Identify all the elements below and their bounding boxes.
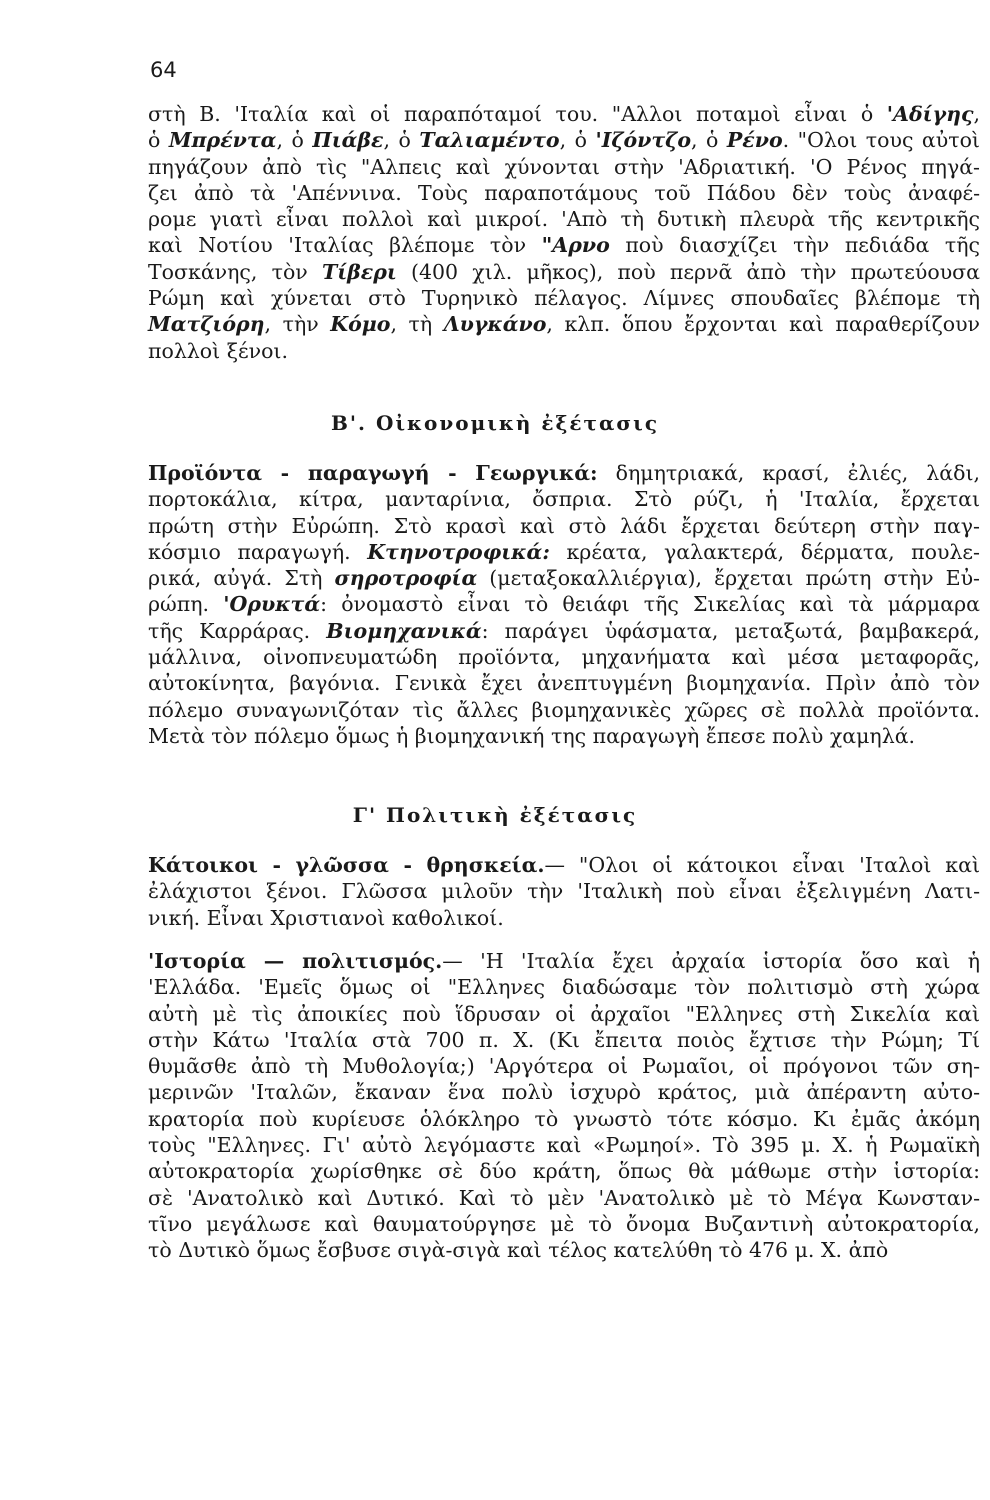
- text-segment: ρικά, αὐγά. Στὴ: [148, 566, 335, 591]
- text-line: [148, 852, 980, 878]
- text-segment: (μεταξοκαλλιέργια), ἔρχεται πρώτη στὴν Εὐ-: [477, 566, 980, 591]
- text-line: [148, 1237, 980, 1263]
- text-segment: ποὺ διασχίζει τὴν πεδιάδα τῆς: [609, 233, 980, 258]
- text-line: [148, 127, 980, 153]
- text-segment: Μετὰ τὸν πόλεμο ὅμως ἡ βιομηχανική της παραγωγὴ ἔπεσε πολὺ χαμηλά.: [148, 723, 916, 748]
- text-line: [148, 539, 980, 565]
- text-line: [148, 1211, 980, 1237]
- text-line: [148, 591, 980, 617]
- emphasized-term: Ματζιόρη: [148, 312, 265, 337]
- text-line: [148, 565, 980, 591]
- text-segment: τοὺς "Ελληνες. Γι' αὐτὸ λεγόμαστε καὶ «Ρωμηοί». Τὸ 395 μ. Χ. ἡ Ρωμαϊκὴ: [148, 1133, 980, 1158]
- text-segment: πρώτη στὴν Εὐρώπη. Στὸ κρασὶ καὶ στὸ λάδι ἔρχεται δεύτερη στὴν παγ-: [148, 513, 980, 538]
- text-segment: μάλλινα, οἰνοπνευματώδη προϊόντα, μηχανήματα καὶ μέσα μεταφορᾶς,: [148, 645, 980, 670]
- text-line: [148, 1079, 980, 1105]
- text-segment: , ὁ: [559, 128, 596, 153]
- text-line: [148, 618, 980, 644]
- text-segment: θυμᾶσθε ἀπὸ τὴ Μυθολογία;) 'Αργότερα οἱ Ρωμαῖοι, οἱ πρόγονοι τῶν ση-: [148, 1054, 980, 1079]
- text-line: [148, 206, 980, 232]
- emphasized-term: 'Αδίγης: [886, 102, 974, 126]
- text-line: [148, 513, 980, 539]
- text-segment: — 'Η 'Ιταλία ἔχει ἀρχαία ἱστορία ὅσο καὶ ἡ: [442, 949, 980, 973]
- text-segment: : παράγει ὑφάσματα, μεταξωτά, βαμβακερά,: [481, 618, 980, 643]
- text-segment: δημητριακά, κρασί, ἐλιές, λάδι,: [597, 461, 980, 485]
- text-line: [148, 1158, 980, 1184]
- run-in-heading: 'Ιστορία — πολιτισμός.: [148, 949, 443, 973]
- text-segment: (400 χιλ. μῆκος), ποὺ περνᾶ ἀπὸ τὴν πρωτεύουσα: [396, 259, 980, 284]
- text-line: [148, 948, 980, 974]
- text-line: [148, 1053, 980, 1079]
- emphasized-term: "Αρνο: [541, 233, 610, 258]
- text-line: [148, 180, 980, 206]
- text-segment: Ρώμη καὶ χύνεται στὸ Τυρηνικὸ πέλαγος. Λίμνες σπουδαῖες βλέπομε τὴ: [148, 286, 980, 311]
- text-line: [148, 697, 980, 723]
- text-segment: τὸ Δυτικὸ ὅμως ἔσβυσε σιγὰ-σιγὰ καὶ τέλος κατελύθη τὸ 476 μ. Χ. ἀπὸ: [148, 1238, 889, 1263]
- text-segment: καὶ Νοτίου 'Ιταλίας βλέπομε τὸν: [148, 233, 542, 258]
- text-line: [148, 1106, 980, 1132]
- text-line: [148, 154, 980, 180]
- text-segment: αὐτὴ μὲ τὶς ἀποικίες ποὺ ἵδρυσαν οἱ ἀρχαῖοι "Ελληνες στὴ Σικελία καὶ: [148, 1001, 980, 1026]
- text-segment: κρατορία ποὺ κυρίευσε ὁλόκληρο τὸ γνωστὸ τότε κόσμο. Κι ἐμᾶς ἀκόμη: [148, 1106, 980, 1131]
- emphasized-term: Ρένο: [726, 128, 783, 153]
- run-in-heading: Κάτοικοι - γλῶσσα - θρησκεία.: [148, 853, 545, 877]
- text-segment: ζει ἀπὸ τὰ 'Απέννινα. Τοὺς παραποτάμους τοῦ Πάδου δὲν τοὺς ἀναφέ-: [148, 180, 980, 205]
- text-line: [148, 285, 980, 311]
- emphasized-term: Τίβερι: [321, 259, 397, 284]
- text-line: [148, 259, 980, 285]
- emphasized-term: 'Ιζόντζο: [595, 128, 691, 153]
- text-line: [148, 723, 980, 749]
- text-segment: πηγάζουν ἀπὸ τὶς "Αλπεις καὶ χύνονται στὴν 'Αδριατική. 'Ο Ρένος πηγά-: [148, 154, 980, 179]
- section-heading-economic: Β'. Οἰκονομικὴ ἐξέτασις: [330, 411, 660, 435]
- paragraph-inhabitants: [148, 852, 980, 931]
- text-segment: κρέατα, γαλακτερά, δέρματα, πουλε-: [549, 539, 980, 564]
- text-segment: , ὁ: [383, 128, 420, 153]
- text-segment: τῆς Καρράρας.: [148, 618, 327, 643]
- text-segment: αὐτοκίνητα, βαγόνια. Γενικὰ ἔχει ἀνεπτυγμένη βιομηχανία. Πρὶν ἀπὸ τὸν: [148, 671, 980, 696]
- text-segment: κόσμιο παραγωγή.: [148, 539, 368, 564]
- text-line: [148, 311, 980, 337]
- section-heading-political: Γ' Πολιτικὴ ἐξέτασις: [352, 803, 638, 827]
- text-line: [148, 905, 980, 931]
- text-line: [148, 878, 980, 904]
- emphasized-term: Βιομηχανικά: [326, 618, 482, 643]
- text-line: [148, 1185, 980, 1211]
- text-segment: πόλεμο συναγωνιζόταν τὶς ἄλλες βιομηχανικὲς χῶρες σὲ πολλὰ προϊόντα.: [148, 697, 980, 722]
- paragraph-rivers-lakes: [148, 101, 980, 364]
- text-segment: , ὁ: [276, 128, 313, 153]
- text-segment: , κλπ. ὅπου ἔρχονται καὶ παραθερίζουν: [546, 312, 980, 337]
- emphasized-term: Λυγκάνο: [443, 312, 547, 337]
- text-segment: : ὀνομαστὸ εἶναι τὸ θειάφι τῆς Σικελίας καὶ τὰ μάρμαρα: [320, 592, 980, 617]
- text-segment: στὴ Β. 'Ιταλία καὶ οἱ παραπόταμοί του. "Αλλοι ποταμοὶ εἶναι ὁ: [148, 102, 887, 126]
- paragraph-history: [148, 948, 980, 1264]
- text-segment: ρομε γιατὶ εἶναι πολλοὶ καὶ μικροί. 'Απὸ τὴ δυτικὴ πλευρὰ τῆς κεντρικῆς: [148, 207, 980, 232]
- text-segment: σὲ 'Ανατολικὸ καὶ Δυτικό. Καὶ τὸ μὲν 'Ανατολικὸ μὲ τὸ Μέγα Κωνσταν-: [148, 1185, 980, 1210]
- text-segment: νική. Εἶναι Χριστιανοὶ καθολικοί.: [148, 905, 504, 930]
- text-segment: , τὴ: [390, 312, 444, 337]
- text-line: [148, 101, 980, 127]
- text-line: [148, 1001, 980, 1027]
- text-segment: αὐτοκρατορία χωρίσθηκε σὲ δύο κράτη, ὅπως θὰ μάθωμε στὴν ἱστορία:: [148, 1159, 980, 1184]
- text-line: [148, 644, 980, 670]
- text-line: [148, 338, 980, 364]
- page-number: 64: [150, 58, 177, 82]
- text-segment: ὁ: [148, 128, 169, 153]
- text-line: [148, 232, 980, 258]
- emphasized-term: Κτηνοτροφικά:: [367, 539, 550, 564]
- text-segment: . "Ολοι τους αὐτοὶ: [782, 128, 980, 153]
- text-segment: τῖνο μεγάλωσε καὶ θαυματούργησε μὲ τὸ ὄνομα Βυζαντινὴ αὐτοκρατορία,: [148, 1211, 980, 1236]
- emphasized-term: Μπρέντα: [168, 128, 277, 153]
- text-segment: , τὴν: [264, 312, 331, 337]
- emphasized-term: Ταλιαμέντο: [419, 128, 560, 153]
- emphasized-term: σηροτροφία: [334, 566, 478, 591]
- text-segment: Τοσκάνης, τὸν: [148, 259, 322, 284]
- text-line: [148, 486, 980, 512]
- text-segment: ἐλάχιστοι ξένοι. Γλῶσσα μιλοῦν τὴν 'Ιταλικὴ ποὺ εἶναι ἐξελιγμένη Λατι-: [148, 879, 980, 904]
- text-segment: πολλοὶ ξένοι.: [148, 338, 288, 363]
- text-segment: 'Ελλάδα. 'Εμεῖς ὅμως οἱ "Ελληνες διαδώσαμε τὸν πολιτισμὸ στὴ χώρα: [148, 975, 980, 1000]
- text-segment: , ὁ: [691, 128, 727, 153]
- text-segment: μερινῶν 'Ιταλῶν, ἔκαναν ἕνα πολὺ ἰσχυρὸ κράτος, μιὰ ἀπέραντη αὐτο-: [148, 1080, 980, 1105]
- text-segment: στὴν Κάτω 'Ιταλία στὰ 700 π. Χ. (Κι ἔπειτα ποιὸς ἔχτισε τὴν Ρώμη; Τί: [148, 1027, 980, 1052]
- text-segment: ρώπη.: [148, 592, 224, 617]
- text-line: [148, 1132, 980, 1158]
- text-line: [148, 974, 980, 1000]
- emphasized-term: Κόμο: [330, 312, 391, 337]
- paragraph-products: [148, 460, 980, 749]
- emphasized-term: 'Ορυκτά: [223, 592, 321, 617]
- text-segment: ,: [973, 102, 980, 126]
- text-segment: — "Ολοι οἱ κάτοικοι εἶναι 'Ιταλοὶ καὶ: [544, 853, 980, 877]
- run-in-heading: Προϊόντα - παραγωγή - Γεωργικά:: [148, 461, 598, 485]
- text-segment: πορτοκάλια, κίτρα, μανταρίνια, ὄσπρια. Στὸ ρύζι, ἡ 'Ιταλία, ἔρχεται: [148, 487, 980, 512]
- emphasized-term: Πιάβε: [312, 128, 384, 153]
- text-line: [148, 460, 980, 486]
- text-line: [148, 670, 980, 696]
- text-line: [148, 1027, 980, 1053]
